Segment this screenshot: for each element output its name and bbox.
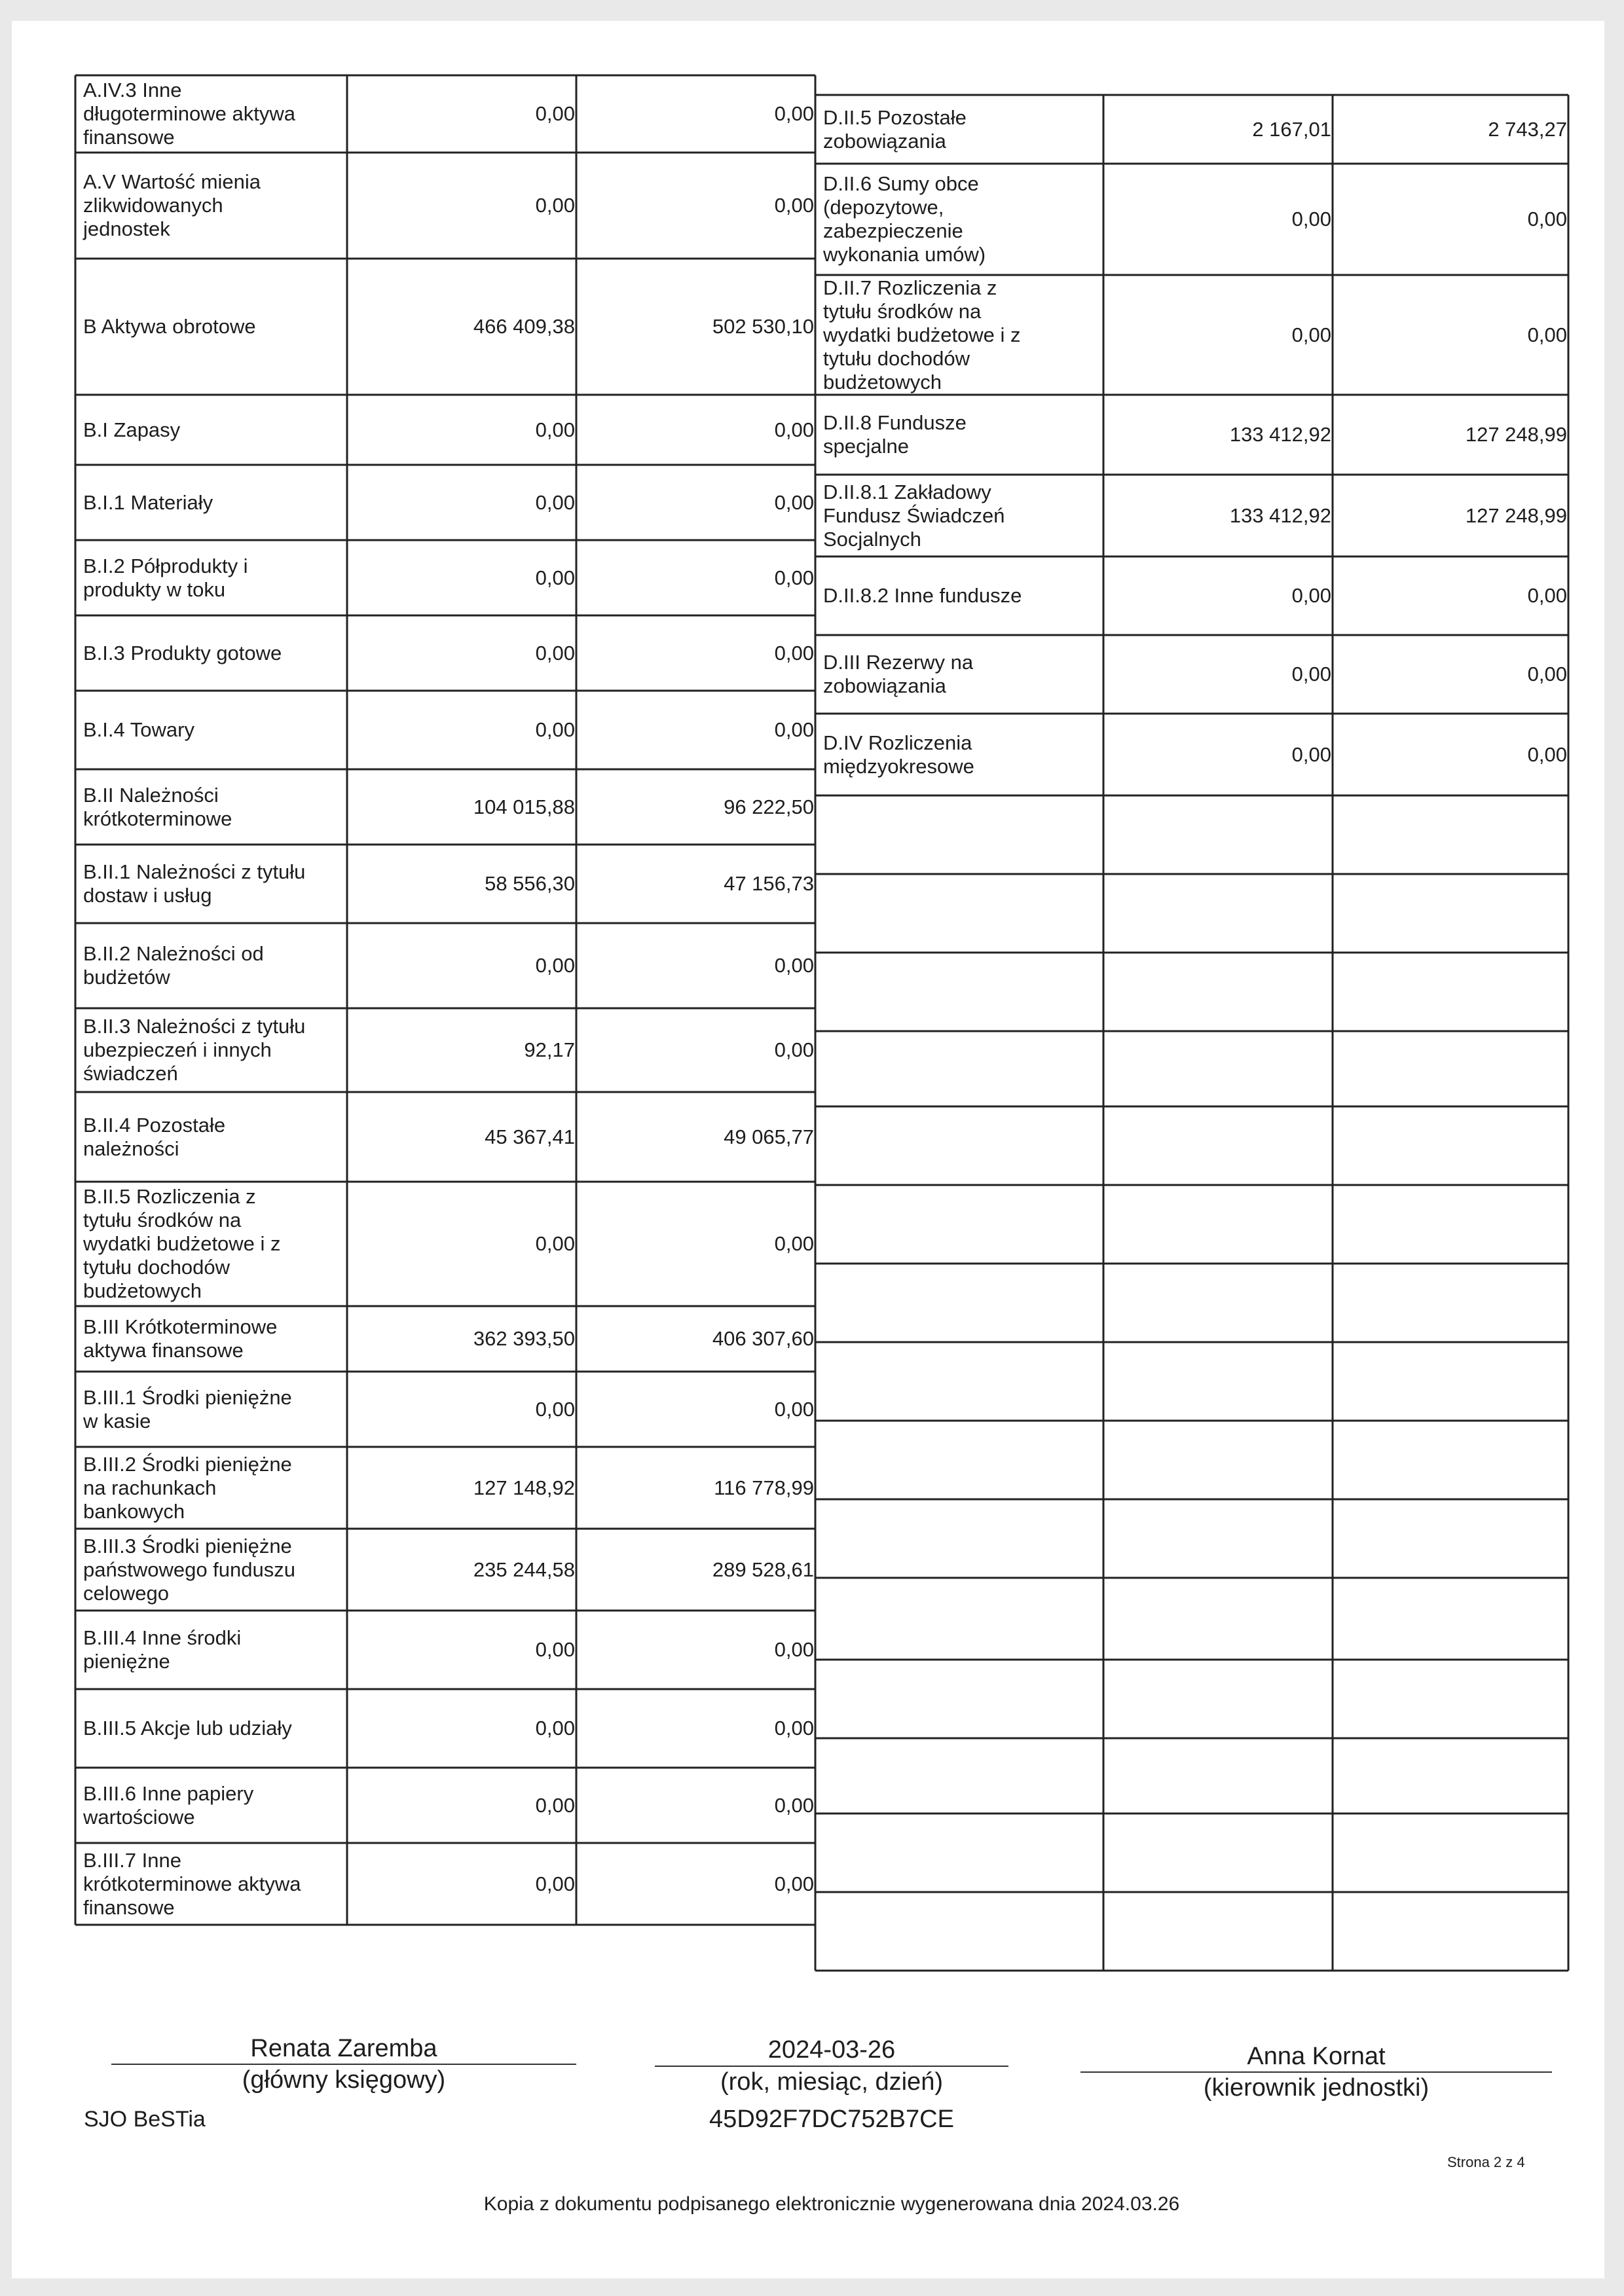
value-current-year: 0,00 [774, 954, 814, 977]
row-label: B.I.3 Produkty gotowe [83, 641, 282, 665]
row-label: B.III.2 Środki pieniężne na rachunkach bankowych [83, 1452, 292, 1523]
value-current-year: 2 743,27 [1488, 117, 1567, 141]
row-label: D.II.7 Rozliczenia z tytułu środków na wydatki budżetowe i z tytułu dochodów budżetowych [823, 276, 1021, 393]
value-current-year: 406 307,60 [712, 1327, 814, 1350]
value-previous-year [1103, 1264, 1333, 1342]
value-previous-year [1103, 1660, 1333, 1738]
value-current-year: 0,00 [774, 1232, 814, 1255]
value-current-year: 116 778,99 [714, 1476, 814, 1499]
value-current-year: 0,00 [1527, 584, 1567, 607]
value-previous-year: 127 148,92 [473, 1476, 575, 1499]
row-label [815, 1813, 1103, 1892]
electronic-copy-note: Kopia z dokumentu podpisanego elektronicznie wygenerowana dnia 2024.03.26 [483, 2193, 1180, 2215]
value-current-year [1333, 1106, 1568, 1185]
value-current-year [1333, 1264, 1568, 1342]
page-number: Strona 2 z 4 [1447, 2154, 1525, 2170]
row-label [815, 1738, 1103, 1813]
row-label: B.III.7 Inne krótkoterminowe aktywa finansowe [83, 1848, 301, 1919]
document-id: 45D92F7DC752B7CE [709, 2105, 954, 2133]
value-previous-year: 0,00 [535, 194, 575, 217]
date-value: 2024-03-26 [767, 2036, 896, 2064]
row-label: B Aktywa obrotowe [83, 315, 256, 338]
row-label [815, 1342, 1103, 1421]
value-previous-year: 0,00 [1291, 208, 1331, 230]
value-current-year: 0,00 [774, 1872, 814, 1895]
row-label: B.II Należności krótkoterminowe [83, 783, 232, 830]
value-previous-year: 45 367,41 [485, 1125, 575, 1148]
signature-line [1080, 2071, 1552, 2073]
value-current-year: 0,00 [774, 490, 814, 514]
value-previous-year [1103, 1185, 1333, 1264]
value-current-year: 0,00 [774, 1793, 814, 1817]
value-current-year: 502 530,10 [712, 315, 814, 338]
value-previous-year [1103, 1892, 1333, 1971]
value-previous-year: 0,00 [535, 1638, 575, 1661]
value-current-year: 0,00 [774, 566, 814, 589]
row-label: B.I.2 Półprodukty i produkty w toku [83, 554, 248, 601]
value-previous-year [1103, 1499, 1333, 1578]
row-label: B.I.4 Towary [83, 718, 195, 741]
row-label: B.II.4 Pozostałe należności [83, 1113, 226, 1160]
value-current-year [1333, 1892, 1568, 1971]
value-previous-year: 0,00 [1291, 742, 1331, 766]
value-previous-year: 133 412,92 [1229, 503, 1331, 527]
value-previous-year: 0,00 [535, 418, 575, 441]
value-previous-year: 0,00 [535, 1872, 575, 1895]
value-previous-year: 0,00 [535, 1232, 575, 1255]
value-current-year [1333, 953, 1568, 1031]
row-label: D.II.5 Pozostałe zobowiązania [823, 105, 967, 153]
value-current-year [1333, 1813, 1568, 1892]
row-label: D.IV Rozliczenia międzyokresowe [823, 731, 974, 778]
value-current-year [1333, 1738, 1568, 1813]
signature-line [111, 2064, 576, 2065]
value-previous-year [1103, 1578, 1333, 1660]
row-label: B.III Krótkoterminowe aktywa finansowe [83, 1315, 278, 1362]
value-previous-year [1103, 874, 1333, 953]
value-current-year: 289 528,61 [712, 1558, 814, 1581]
row-label: D.II.8.1 Zakładowy Fundusz Świadczeń Socjalnych [823, 480, 1005, 551]
value-previous-year: 104 015,88 [473, 795, 575, 818]
row-label [815, 1660, 1103, 1738]
value-current-year [1333, 1342, 1568, 1421]
signature-line [655, 2066, 1008, 2067]
row-label: A.V Wartość mienia zlikwidowanych jednostek [83, 170, 261, 240]
value-current-year [1333, 1660, 1568, 1738]
value-current-year: 0,00 [774, 718, 814, 741]
value-current-year: 0,00 [774, 1638, 814, 1661]
row-label: D.II.8 Fundusze specjalne [823, 411, 967, 458]
value-current-year [1333, 874, 1568, 953]
value-previous-year [1103, 1813, 1333, 1892]
row-label: B.III.4 Inne środki pieniężne [83, 1626, 242, 1673]
row-label: B.III.5 Akcje lub udziały [83, 1717, 292, 1740]
value-previous-year: 0,00 [1291, 323, 1331, 346]
value-previous-year: 0,00 [1291, 663, 1331, 685]
accountant-name: Renata Zaremba [250, 2035, 437, 2062]
value-current-year: 0,00 [774, 418, 814, 441]
value-current-year: 0,00 [774, 102, 814, 125]
value-previous-year: 0,00 [535, 1717, 575, 1740]
value-previous-year: 92,17 [524, 1038, 575, 1061]
row-label: B.II.5 Rozliczenia z tytułu środków na wydatki budżetowe i z tytułu dochodów budżetowych [83, 1185, 281, 1302]
value-previous-year [1103, 1738, 1333, 1813]
row-label: B.III.1 Środki pieniężne w kasie [83, 1385, 292, 1432]
accountant-role: (główny księgowy) [242, 2066, 446, 2094]
row-label [815, 1185, 1103, 1264]
value-previous-year: 235 244,58 [473, 1558, 575, 1581]
value-previous-year: 0,00 [535, 490, 575, 514]
value-previous-year: 0,00 [535, 1397, 575, 1421]
value-current-year: 49 065,77 [724, 1125, 814, 1148]
value-current-year: 47 156,73 [724, 872, 814, 895]
row-label: D.II.8.2 Inne fundusze [823, 584, 1022, 607]
row-label [815, 874, 1103, 953]
value-previous-year: 2 167,01 [1252, 117, 1331, 141]
value-current-year: 96 222,50 [724, 795, 814, 818]
value-current-year: 0,00 [774, 641, 814, 665]
value-current-year [1333, 1421, 1568, 1499]
row-label [815, 1031, 1103, 1106]
value-current-year: 0,00 [774, 1717, 814, 1740]
value-current-year: 0,00 [774, 1038, 814, 1061]
row-label: D.II.6 Sumy obce (depozytowe, zabezpieczenie wykonania umów) [823, 172, 986, 266]
value-current-year: 0,00 [1527, 323, 1567, 346]
value-current-year [1333, 1578, 1568, 1660]
row-label [815, 1106, 1103, 1185]
row-label: B.II.3 Należności z tytułu ubezpieczeń i innych świadczeń [83, 1015, 306, 1085]
row-label: B.II.2 Należności od budżetów [83, 942, 264, 989]
row-label [815, 1578, 1103, 1660]
value-previous-year [1103, 795, 1333, 874]
value-current-year: 0,00 [1527, 663, 1567, 685]
value-current-year: 0,00 [1527, 742, 1567, 766]
system-name: SJO BeSTia [84, 2107, 206, 2132]
value-previous-year: 133 412,92 [1229, 423, 1331, 446]
value-current-year [1333, 1185, 1568, 1264]
value-previous-year: 0,00 [535, 954, 575, 977]
value-current-year [1333, 1031, 1568, 1106]
row-label [815, 1892, 1103, 1971]
value-current-year: 127 248,99 [1465, 503, 1567, 527]
value-previous-year: 0,00 [535, 1793, 575, 1817]
value-previous-year: 0,00 [535, 641, 575, 665]
value-current-year: 127 248,99 [1465, 423, 1567, 446]
manager-role: (kierownik jednostki) [1203, 2074, 1430, 2102]
row-label [815, 1264, 1103, 1342]
row-label [815, 795, 1103, 874]
row-label [815, 1499, 1103, 1578]
value-current-year: 0,00 [774, 194, 814, 217]
row-label: B.III.3 Środki pieniężne państwowego funduszu celowego [83, 1534, 296, 1605]
row-label: A.IV.3 Inne długoterminowe aktywa finansowe [83, 79, 295, 149]
row-label: B.II.1 Należności z tytułu dostaw i usług [83, 860, 306, 907]
row-label: B.I Zapasy [83, 418, 181, 441]
value-previous-year [1103, 1031, 1333, 1106]
row-label [815, 953, 1103, 1031]
row-label: B.III.6 Inne papiery wartościowe [83, 1781, 254, 1829]
value-previous-year: 0,00 [535, 718, 575, 741]
row-label: B.I.1 Materiały [83, 490, 213, 514]
value-current-year: 0,00 [1527, 208, 1567, 230]
value-previous-year: 362 393,50 [473, 1327, 575, 1350]
value-previous-year: 0,00 [535, 566, 575, 589]
manager-name: Anna Kornat [1247, 2043, 1386, 2070]
date-caption: (rok, miesiąc, dzień) [720, 2068, 943, 2096]
value-previous-year [1103, 1421, 1333, 1499]
value-previous-year: 0,00 [535, 102, 575, 125]
value-previous-year [1103, 1106, 1333, 1185]
row-label: D.III Rezerwy na zobowiązania [823, 651, 974, 697]
value-previous-year [1103, 953, 1333, 1031]
row-label [815, 1421, 1103, 1499]
value-current-year [1333, 1499, 1568, 1578]
value-previous-year: 466 409,38 [473, 315, 575, 338]
value-current-year [1333, 795, 1568, 874]
value-previous-year: 58 556,30 [485, 872, 575, 895]
value-previous-year: 0,00 [1291, 584, 1331, 607]
value-previous-year [1103, 1342, 1333, 1421]
value-current-year: 0,00 [774, 1397, 814, 1421]
